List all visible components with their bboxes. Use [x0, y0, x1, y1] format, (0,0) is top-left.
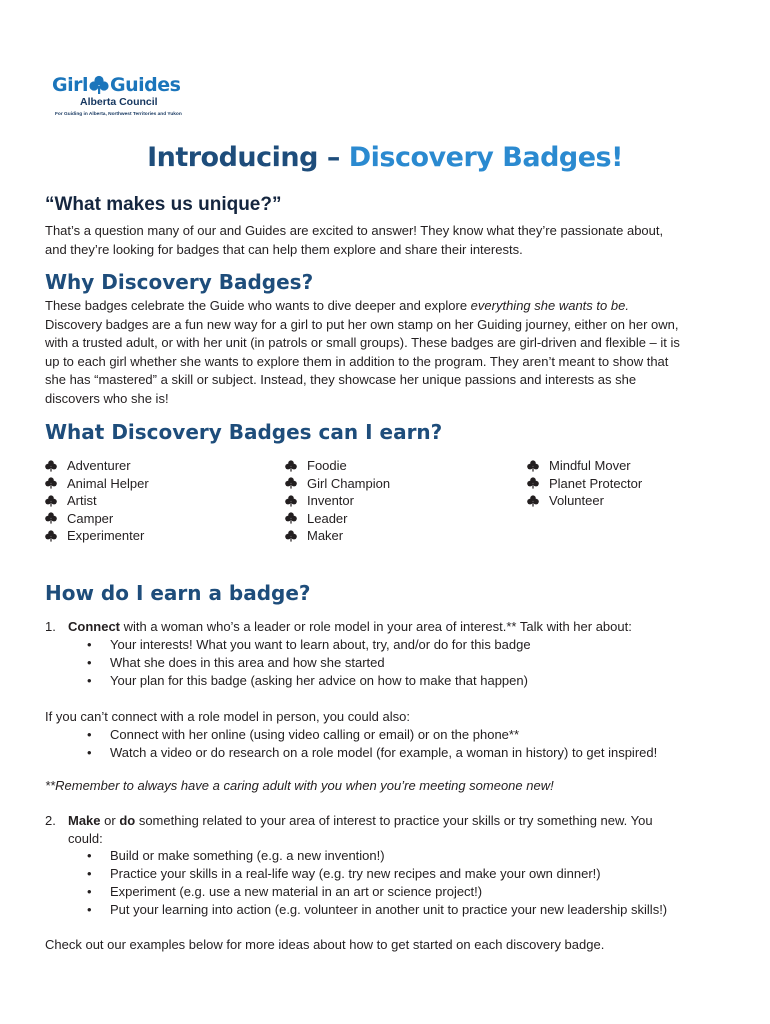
list-item: [87, 901, 668, 919]
badge-list-item: [45, 492, 149, 510]
badge-list-item: [285, 475, 390, 493]
list-item-text: Your plan for this badge (asking her advice on how to make that happen): [110, 673, 528, 688]
badge-column-3: [527, 457, 642, 510]
step-1-description: with a woman who’s a leader or role model in your area of interest.** Talk with her about:: [120, 619, 632, 634]
page-title: [0, 138, 770, 178]
girl-guides-logo: [52, 70, 212, 128]
why-line: Discovery badges are a fun new way for a girl to put her own stamp on her Guiding journey, either on her own,: [45, 316, 679, 332]
list-item: [87, 744, 658, 762]
logo-word-guides: Guides: [110, 74, 181, 96]
list-item-text: Your interests! What you want to learn about, try, and/or do for this badge: [110, 637, 531, 652]
list-item: [87, 726, 520, 744]
why-paragraph: [45, 297, 735, 408]
intro-line: That’s a question many of our and Guides are excited to answer! They know what they’re passionate about,: [45, 223, 664, 238]
step-1-number: 1.: [45, 619, 56, 634]
why-line: with a trusted adult, or with her unit (in patrols or small groups). These badges are girl-driven and flexible – it is: [45, 335, 680, 350]
badge-name: Animal Helper: [67, 475, 149, 491]
badge-name: Inventor: [307, 493, 354, 509]
trefoil-bullet-icon: [45, 530, 57, 542]
title-part-1: Introducing –: [147, 142, 349, 173]
list-item: [87, 672, 528, 690]
badge-name: Camper: [67, 510, 114, 526]
badge-name: Maker: [307, 528, 344, 544]
badge-list-item: [45, 457, 149, 475]
earn-heading: What Discovery Badges can I earn?: [45, 420, 443, 444]
step-2-keyword-make: Make: [68, 813, 101, 828]
alternative-intro: If you can’t connect with a role model in person, you could also:: [45, 709, 410, 724]
bullet-icon: •: [87, 848, 92, 863]
why-line: [45, 297, 735, 316]
how-heading: How do I earn a badge?: [45, 581, 311, 605]
bullet-icon: •: [87, 637, 92, 652]
badge-list-item: [527, 492, 642, 510]
why-line: up to each girl whether she wants to explore them in addition to the program. They aren’t meant to show that: [45, 353, 669, 369]
trefoil-bullet-icon: [527, 460, 539, 472]
step-2-description: something related to your area of interest to practice your skills or try something new. You: [135, 813, 653, 828]
trefoil-bullet-icon: [527, 495, 539, 507]
badge-name: Mindful Mover: [549, 458, 631, 474]
list-item: [87, 654, 385, 672]
logo-word-girl: Girl: [52, 74, 88, 96]
trefoil-bullet-icon: [285, 460, 297, 472]
bullet-icon: •: [87, 673, 92, 688]
list-item: [87, 865, 601, 883]
step-2-continued: could:: [68, 831, 103, 846]
step-2-text: [68, 812, 653, 830]
trefoil-bullet-icon: [285, 512, 297, 524]
badge-name: Volunteer: [549, 493, 604, 509]
bullet-icon: •: [87, 884, 92, 899]
list-item-text: Build or make something (e.g. a new invention!): [110, 848, 385, 863]
intro-line: and they’re looking for badges that can help them explore and share their interests.: [45, 241, 523, 257]
bullet-icon: •: [87, 902, 92, 917]
list-item: [87, 636, 531, 654]
badge-name: Girl Champion: [307, 475, 391, 491]
badge-name: Leader: [307, 510, 348, 526]
list-item: [87, 847, 385, 865]
bullet-icon: •: [87, 866, 92, 881]
badge-list-item: [285, 457, 390, 475]
step-1-keyword: Connect: [68, 619, 120, 634]
list-item-text: Experiment (e.g. use a new material in an art or science project!): [110, 884, 483, 899]
badge-list-item: [527, 457, 642, 475]
badge-name: Artist: [67, 493, 97, 509]
list-item-text: Connect with her online (using video calling or email) or on the phone**: [110, 727, 520, 742]
list-item-text: Watch a video or do research on a role model (for example, a woman in history) to get inspired!: [110, 745, 658, 760]
bullet-icon: •: [87, 727, 92, 742]
bullet-icon: •: [87, 655, 92, 670]
logo-tagline: For Guiding in Alberta, Northwest Territories and Yukon: [55, 112, 182, 117]
bullet-icon: •: [87, 745, 92, 760]
intro-paragraph: [45, 222, 735, 259]
badge-list-item: [527, 475, 642, 493]
step-1-text: [68, 618, 632, 636]
badge-name: Planet Protector: [549, 475, 643, 491]
list-item: [87, 883, 483, 901]
badge-name: Adventurer: [67, 458, 131, 474]
badge-column-2: [285, 457, 390, 545]
badge-name: Experimenter: [67, 528, 145, 544]
logo-council: Alberta Council: [80, 96, 158, 108]
badge-column-1: [45, 457, 149, 545]
trefoil-bullet-icon: [285, 477, 297, 489]
step-2-keyword-do: do: [119, 813, 136, 828]
trefoil-bullet-icon: [45, 477, 57, 489]
trefoil-icon: [89, 75, 109, 95]
why-line: discovers who she is!: [45, 390, 169, 406]
badge-list-item: [285, 510, 390, 528]
trefoil-bullet-icon: [285, 495, 297, 507]
list-item-text: Put your learning into action (e.g. volunteer in another unit to practice your new leadership skills!): [110, 902, 668, 917]
title-part-2: Discovery Badges!: [348, 142, 623, 173]
why-line: she has “mastered” a skill or subject. Instead, they showcase her unique passions and interests as she: [45, 372, 637, 387]
trefoil-bullet-icon: [45, 495, 57, 507]
badge-list-item: [45, 475, 149, 493]
badge-list-item: [285, 527, 390, 545]
question-heading: “What makes us unique?”: [45, 194, 282, 215]
trefoil-bullet-icon: [527, 477, 539, 489]
trefoil-bullet-icon: [45, 460, 57, 472]
step-2-number: 2.: [45, 813, 56, 828]
why-line-text: These badges celebrate the Guide who wants to dive deeper and explore: [45, 298, 471, 313]
trefoil-bullet-icon: [285, 530, 297, 542]
list-item-text: Practice your skills in a real-life way (e.g. try new recipes and make your own dinner!): [110, 866, 601, 881]
why-line-emphasis: everything she wants to be.: [470, 298, 629, 313]
badge-name: Foodie: [307, 458, 347, 474]
badge-list-item: [45, 510, 149, 528]
trefoil-bullet-icon: [45, 512, 57, 524]
badge-list-item: [45, 527, 149, 545]
badge-list-item: [285, 492, 390, 510]
closing-line: Check out our examples below for more ideas about how to get started on each discovery badge.: [45, 937, 605, 952]
why-heading: Why Discovery Badges?: [45, 270, 314, 294]
safety-reminder: **Remember to always have a caring adult with you when you’re meeting someone new!: [45, 778, 554, 793]
step-2-or: or: [100, 813, 120, 828]
list-item-text: What she does in this area and how she started: [110, 655, 385, 670]
